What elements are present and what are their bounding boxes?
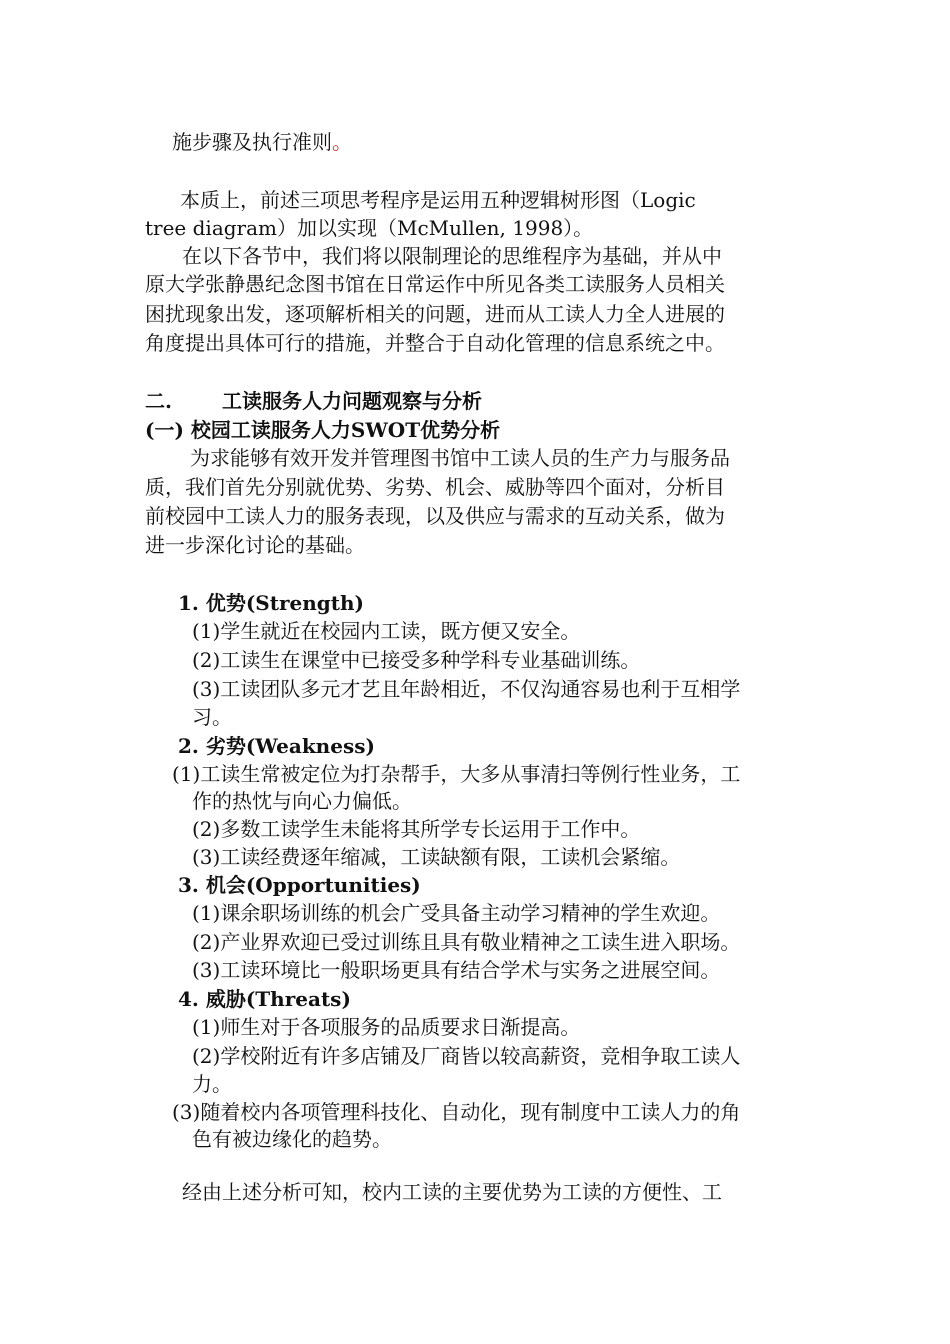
list-heading: 1. 优势(Strength) [178,591,365,615]
paragraph-line: 经由上述分析可知，校内工读的主要优势为工读的方便性、工 [182,1180,722,1204]
subsection-title: (一) 校园工读服务人力SWOT优势分析 [145,418,501,442]
list-heading: 2. 劣势(Weakness) [178,734,375,758]
list-item: (2)产业界欢迎已受过训练且具有敬业精神之工读生进入职场。 [192,930,741,954]
paragraph-line: 困扰现象出发，逐项解析相关的问题，进而从工读人力全人进展的 [145,302,725,326]
paragraph-line: 质，我们首先分别就优势、劣势、机会、威胁等四个面对，分析目 [145,475,725,499]
list-item: (3)随着校内各项管理科技化、自动化，现有制度中工读人力的角 [172,1100,741,1124]
paragraph-line: tree diagram）加以实现（McMullen, 1998）。 [145,216,594,240]
list-item: (2)学校附近有许多店铺及厂商皆以较高薪资，竞相争取工读人 [192,1044,741,1068]
text: 施步骤及执行准则 [172,130,332,154]
paragraph-line: 原大学张静愚纪念图书馆在日常运作中所见各类工读服务人员相关 [145,272,725,296]
list-item: (3)工读团队多元才艺且年龄相近，不仅沟通容易也利于互相学 [192,677,741,701]
list-item: (1)学生就近在校园内工读，既方便又安全。 [192,619,581,643]
list-item: (3)工读环境比一般职场更具有结合学术与实务之进展空间。 [192,958,721,982]
list-item: (1)师生对于各项服务的品质要求日渐提高。 [192,1015,581,1039]
paragraph-line: 角度提出具体可行的措施，并整合于自动化管理的信息系统之中。 [145,331,725,355]
list-item-continued: 力。 [192,1072,232,1096]
list-heading: 3. 机会(Opportunities) [178,873,421,897]
list-heading: 4. 威胁(Threats) [178,987,351,1011]
red-punctuation: 。 [332,130,352,154]
paragraph-line: 为求能够有效开发并管理图书馆中工读人员的生产力与服务品 [190,446,730,470]
list-item: (2)工读生在课堂中已接受多种学科专业基础训练。 [192,648,641,672]
paragraph-line: 前校园中工读人力的服务表现，以及供应与需求的互动关系，做为 [145,504,725,528]
list-item-continued: 习。 [192,705,232,729]
list-item: (1)课余职场训练的机会广受具备主动学习精神的学生欢迎。 [192,901,721,925]
list-item-continued: 作的热忱与向心力偏低。 [192,789,412,813]
list-item: (1)工读生常被定位为打杂帮手，大多从事清扫等例行性业务，工 [172,762,741,786]
list-item-continued: 色有被边缘化的趋势。 [192,1127,392,1151]
list-item: (3)工读经费逐年缩减，工读缺额有限，工读机会紧缩。 [192,845,681,869]
list-item: (2)多数工读学生未能将其所学专长运用于工作中。 [192,817,641,841]
paragraph-line [172,128,352,156]
section-number: 二. [145,389,172,413]
section-title: 工读服务人力问题观察与分析 [222,389,482,413]
paragraph-line: 进一步深化讨论的基础。 [145,533,365,557]
paragraph-line: 本质上，前述三项思考程序是运用五种逻辑树形图（Logic [180,188,696,212]
paragraph-line: 在以下各节中，我们将以限制理论的思维程序为基础，并从中 [182,244,722,268]
